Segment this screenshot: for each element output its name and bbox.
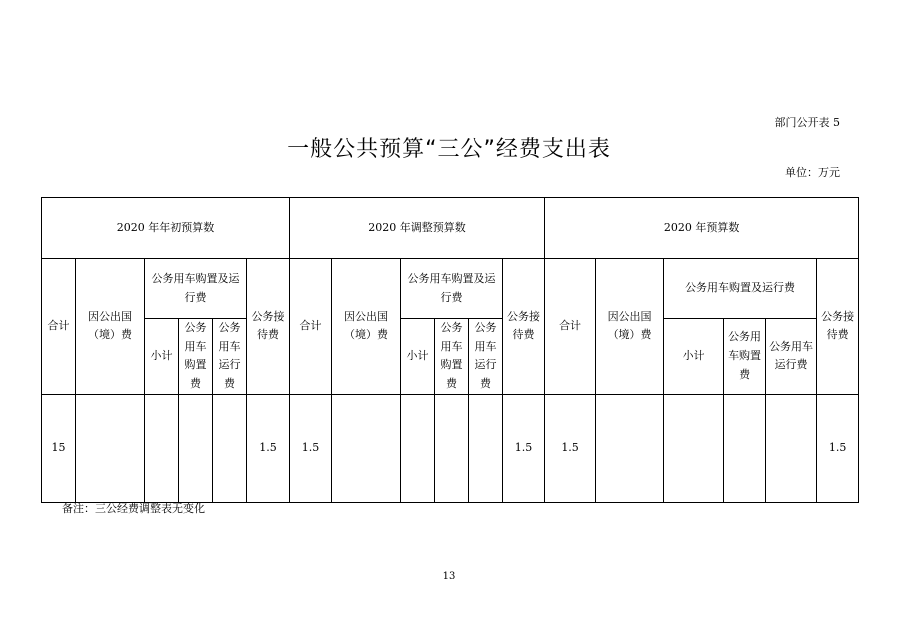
cell-adjusted-reception: 1.5: [503, 394, 545, 502]
cell-adjusted-vehicle-operation: [469, 394, 503, 502]
cell-budget-subtotal: [664, 394, 724, 502]
cell-adjusted-abroad: [332, 394, 401, 502]
header-vehicle-operation-adjusted: 公务用车运行费: [469, 319, 503, 395]
header-vehicle-purchase-initial: 公务用车购置费: [179, 319, 213, 395]
header-vehicle-purchase-adjusted: 公务用车购置费: [435, 319, 469, 395]
header-abroad-initial: 因公出国（境）费: [76, 259, 145, 395]
cell-adjusted-vehicle-purchase: [435, 394, 469, 502]
cell-initial-subtotal: [145, 394, 179, 502]
page-number: 13: [442, 571, 456, 582]
group-title-budget: 2020 年预算数: [545, 198, 859, 259]
cell-adjusted-subtotal: [401, 394, 435, 502]
header-vehicle-operation-budget: 公务用车运行费: [766, 319, 817, 395]
group-title-adjusted: 2020 年调整预算数: [290, 198, 545, 259]
cell-initial-total: 15: [42, 394, 76, 502]
cell-adjusted-total: 1.5: [290, 394, 332, 502]
cell-initial-vehicle-purchase: [179, 394, 213, 502]
cell-initial-abroad: [76, 394, 145, 502]
cell-budget-abroad: [596, 394, 664, 502]
header-vehicle-purchase-budget: 公务用车购置费: [724, 319, 766, 395]
header-reception-initial: 公务接待费: [247, 259, 290, 395]
cell-budget-vehicle-purchase: [724, 394, 766, 502]
header-reception-budget: 公务接待费: [817, 259, 859, 395]
header-total-initial: 合计: [42, 259, 76, 395]
header-abroad-budget: 因公出国（境）费: [596, 259, 664, 395]
table-row: [42, 394, 859, 502]
header-subtotal-adjusted: 小计: [401, 319, 435, 395]
unit-label: 单位：万元: [785, 166, 840, 179]
header-total-adjusted: 合计: [290, 259, 332, 395]
header-total-budget: 合计: [545, 259, 596, 395]
budget-table: [41, 197, 859, 503]
page-label: 部门公开表 5: [774, 116, 840, 129]
page-title: 一般公共预算“三公”经费支出表: [287, 137, 611, 162]
cell-initial-vehicle-operation: [213, 394, 247, 502]
header-vehicle-group-adjusted: 公务用车购置及运行费: [401, 259, 503, 319]
header-vehicle-group-budget: 公务用车购置及运行费: [664, 259, 817, 319]
group-title-initial: 2020 年年初预算数: [42, 198, 290, 259]
cell-initial-reception: 1.5: [247, 394, 290, 502]
header-vehicle-operation-initial: 公务用车运行费: [213, 319, 247, 395]
header-subtotal-initial: 小计: [145, 319, 179, 395]
header-reception-adjusted: 公务接待费: [503, 259, 545, 395]
cell-budget-vehicle-operation: [766, 394, 817, 502]
header-abroad-adjusted: 因公出国（境）费: [332, 259, 401, 395]
cell-budget-reception: 1.5: [817, 394, 859, 502]
table-note: 备注：三公经费调整表无变化: [62, 502, 205, 515]
header-vehicle-group-initial: 公务用车购置及运行费: [145, 259, 247, 319]
header-subtotal-budget: 小计: [664, 319, 724, 395]
cell-budget-total: 1.5: [545, 394, 596, 502]
